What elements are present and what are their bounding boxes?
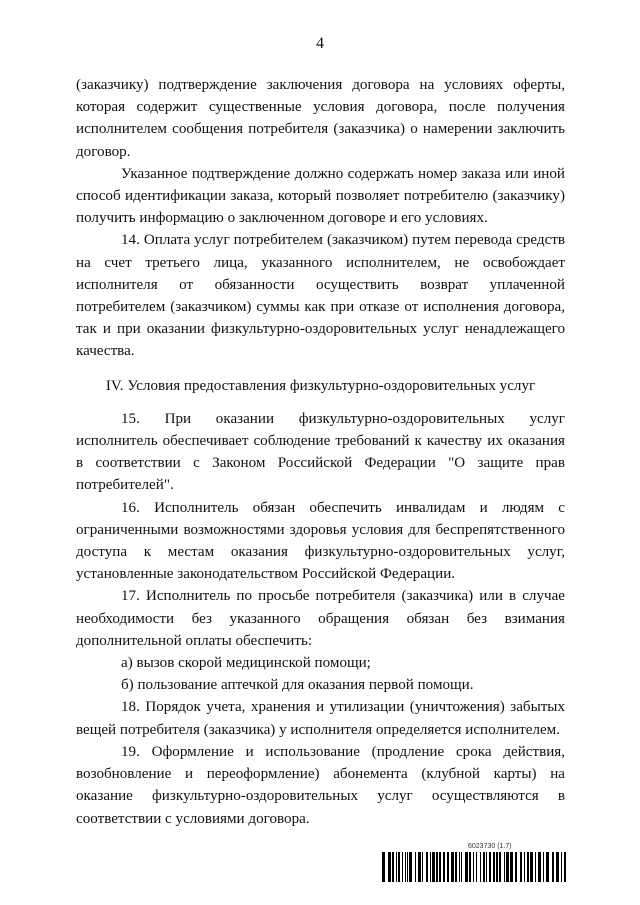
barcode-caption: 6023730 (1.7) bbox=[468, 843, 512, 850]
document-body bbox=[76, 74, 565, 830]
barcode-icon bbox=[382, 852, 570, 882]
paragraph-19: 19. Оформление и использование (продление срока действия, возобновление и переоформление) абонемента (клубной карты) на оказание физкультурно-оздоровительных услуг осуществляются в соответствии с условиями договора. bbox=[76, 743, 565, 827]
page-number: 4 bbox=[316, 35, 324, 52]
paragraph-16: 16. Исполнитель обязан обеспечить инвалидам и людям с ограниченными возможностями здоровья условия для беспрепятственного доступа к местам оказания физкультурно-оздоровительных услуг, установленные законодательством Российской Федерации. bbox=[76, 499, 565, 583]
paragraph-confirmation: Указанное подтверждение должно содержать номер заказа или иной способ идентификации заказа, который позволяет потребителю (заказчику) получить информацию о заключенном договоре и его условиях. bbox=[76, 165, 565, 227]
paragraph-14: 14. Оплата услуг потребителем (заказчиком) путем перевода средств на счет третьего лица, указанного исполнителем, не освобождает исполнителя от обязанности осуществить возврат уплаченной потребителем (заказчиком) суммы как при отказе от исполнения договора, так и при оказании физкультурно-оздоровительных услуг ненадлежащего качества. bbox=[76, 232, 565, 360]
paragraph-continuation: (заказчику) подтверждение заключения договора на условиях оферты, которая содержит существенные условия договора, после получения исполнителем сообщения потребителя (заказчика) о намерении заключить договор. bbox=[76, 77, 565, 160]
barcode bbox=[382, 843, 570, 883]
paragraph-17: 17. Исполнитель по просьбе потребителя (заказчика) или в случае необходимости без указанного обращения обязан без взимания дополнительной оплаты обеспечить: bbox=[76, 588, 565, 649]
section-heading: IV. Условия предоставления физкультурно-оздоровительных услуг bbox=[105, 377, 536, 394]
list-item-a: а) вызов скорой медицинской помощи; bbox=[121, 655, 371, 672]
list-item-b: б) пользование аптечкой для оказания первой помощи. bbox=[121, 677, 474, 694]
paragraph-15: 15. При оказании физкультурно-оздоровительных услуг исполнитель обеспечивает соблюдение требований к качеству их оказания в соответствии с Законом Российской Федерации "О защите прав потребителей". bbox=[76, 410, 565, 494]
paragraph-18: 18. Порядок учета, хранения и утилизации (уничтожения) забытых вещей потребителя (заказчика) у исполнителя определяется исполнителем. bbox=[76, 699, 565, 738]
